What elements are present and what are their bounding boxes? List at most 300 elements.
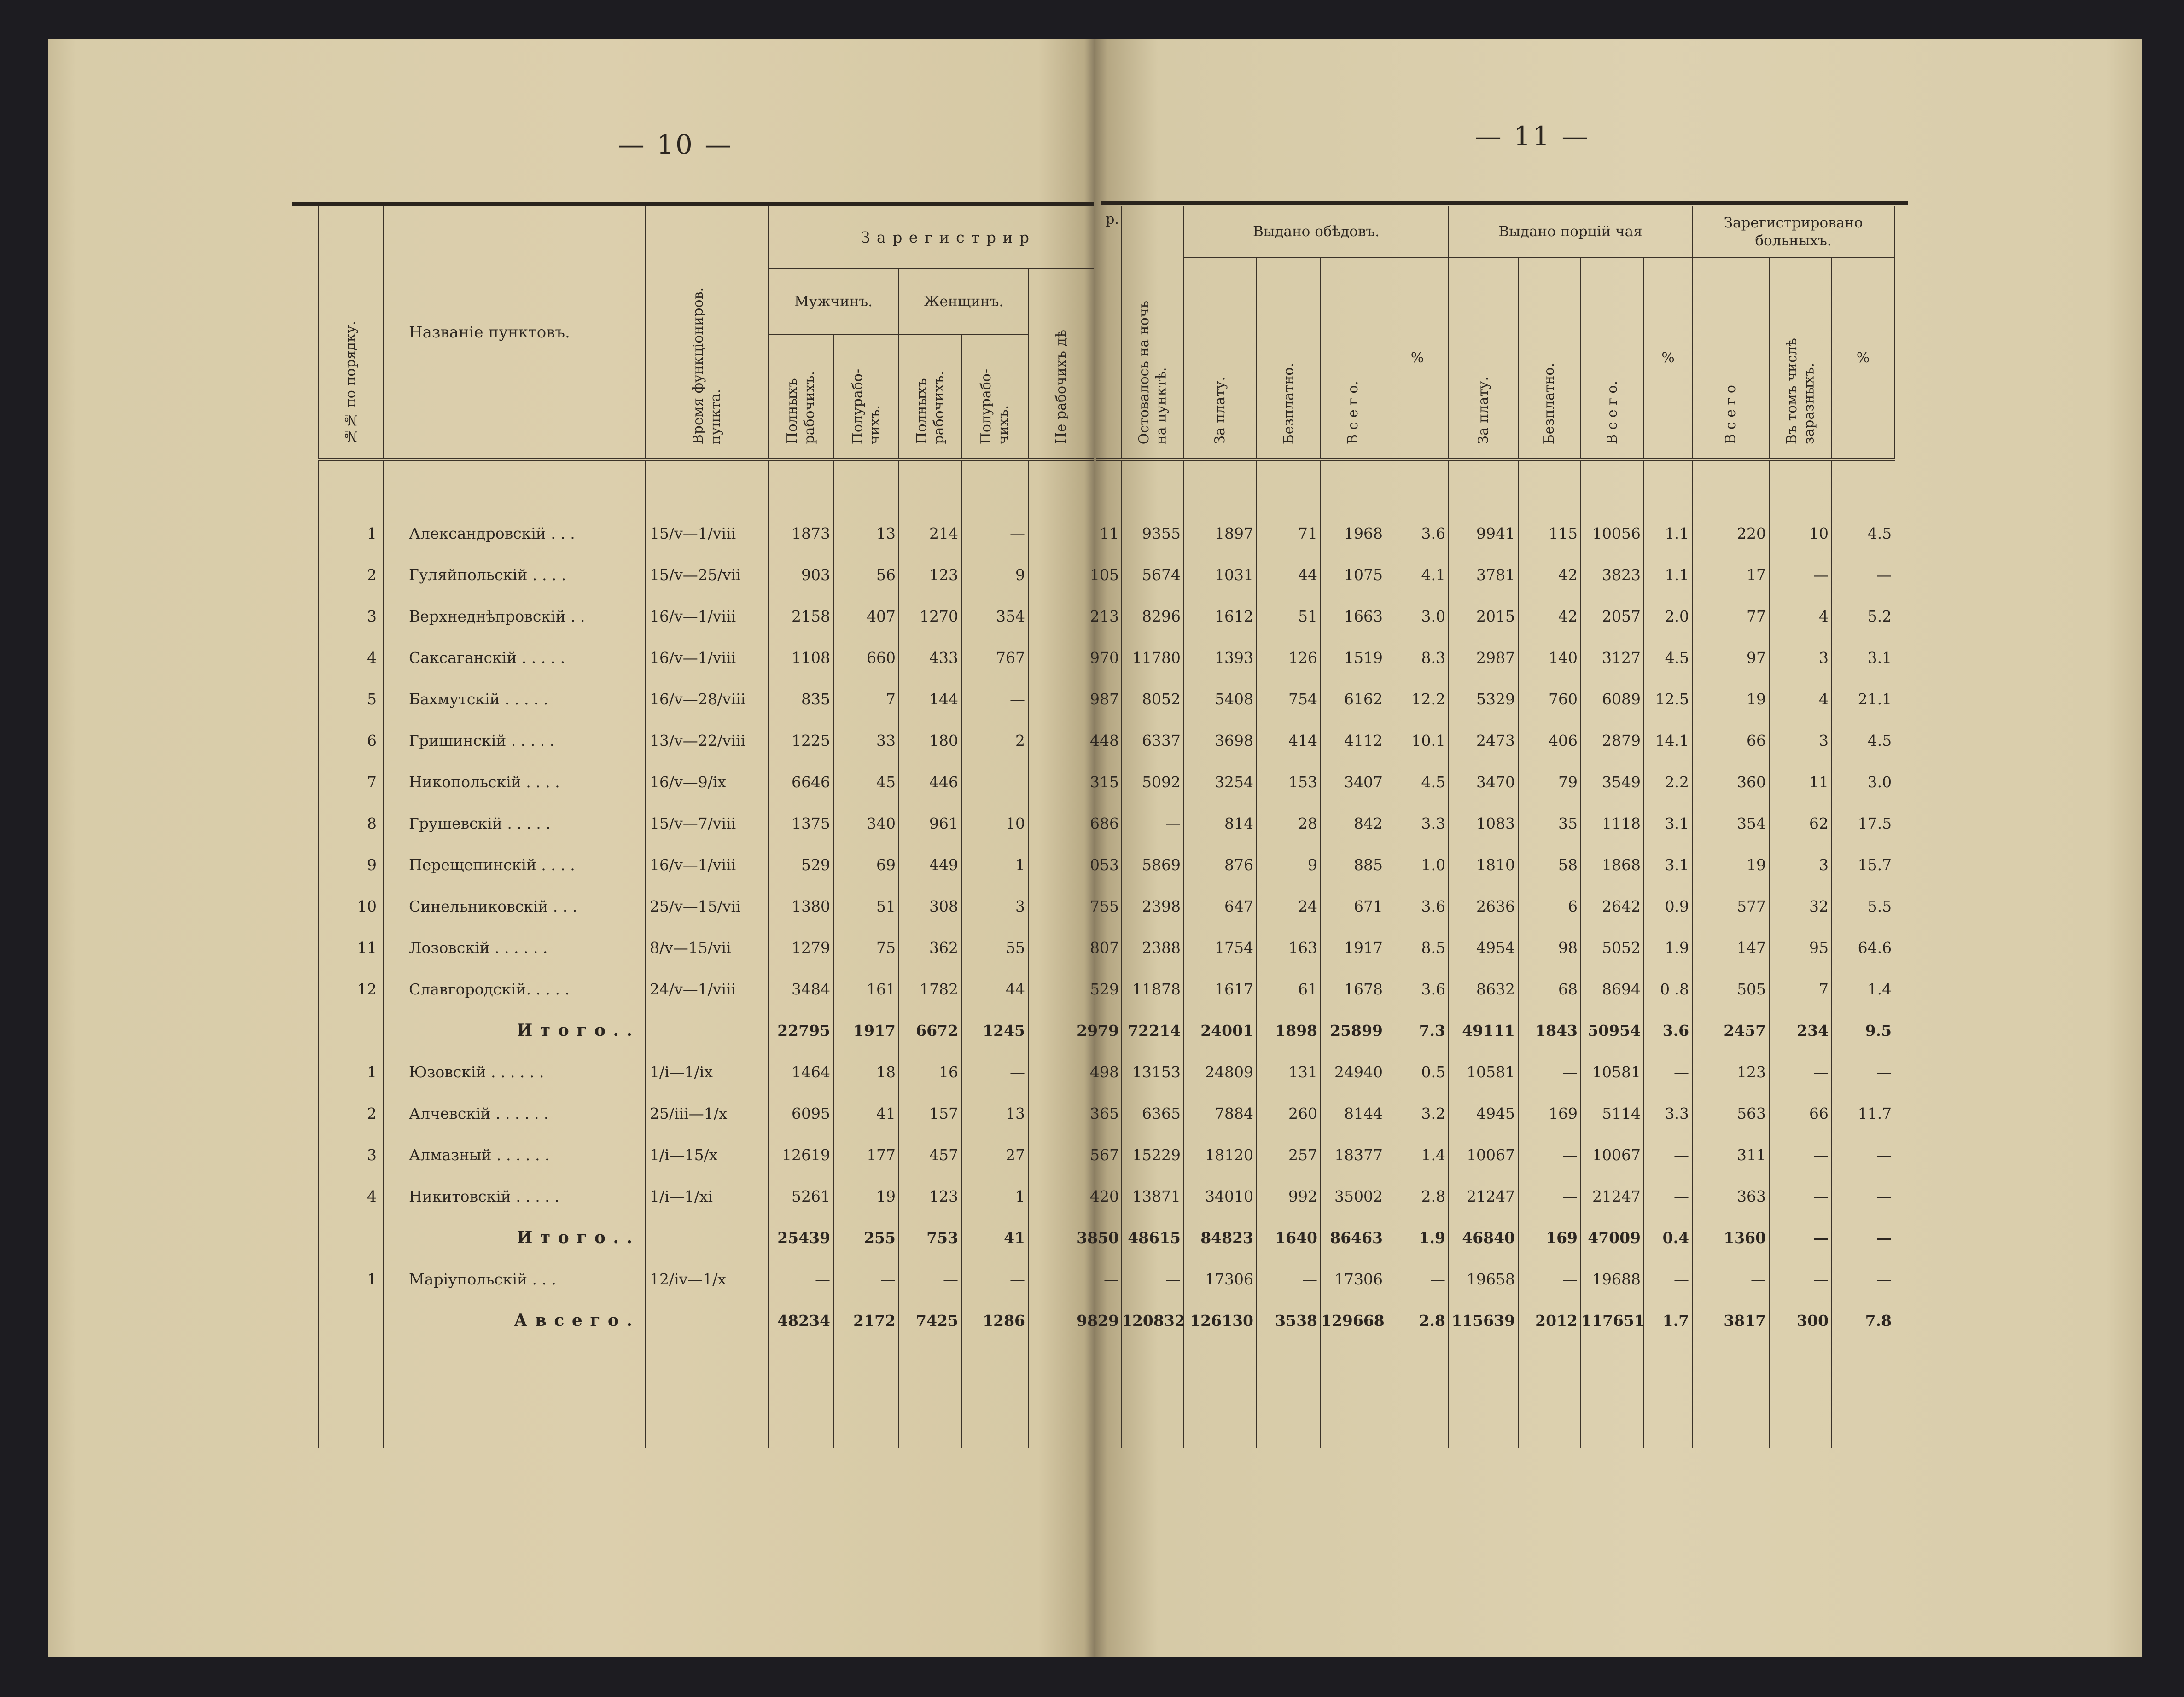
table-row bbox=[318, 761, 1094, 802]
sick-percent: 5.2 bbox=[1832, 595, 1894, 637]
dinners-paid: 5408 bbox=[1184, 678, 1257, 720]
operating-period: 25/v—15/vii bbox=[646, 885, 768, 927]
operating-period: 16/v—1/viii bbox=[646, 595, 768, 637]
women-half-workers: 1245 bbox=[961, 1010, 1028, 1051]
dinners-free: 257 bbox=[1257, 1134, 1321, 1175]
sick-percent: — bbox=[1832, 1175, 1894, 1217]
men-half-workers: 75 bbox=[833, 927, 899, 968]
tea-paid: 4945 bbox=[1449, 1093, 1518, 1134]
stayed-overnight: 13153 bbox=[1121, 1051, 1184, 1093]
sick-total: 123 bbox=[1692, 1051, 1769, 1093]
dinners-percent: 3.3 bbox=[1386, 802, 1449, 844]
tea-percent: 2.2 bbox=[1644, 761, 1692, 802]
spacer-cell bbox=[1096, 459, 1121, 512]
dinners-total: 4112 bbox=[1321, 720, 1386, 761]
tea-total: 47009 bbox=[1581, 1217, 1644, 1258]
tea-percent: 1.9 bbox=[1644, 927, 1692, 968]
table-row bbox=[1096, 512, 1894, 554]
table-row bbox=[1096, 1051, 1894, 1093]
dinners-free: 28 bbox=[1257, 802, 1321, 844]
table-row bbox=[318, 844, 1094, 885]
spacer-row bbox=[1096, 1341, 1894, 1448]
dinners-paid: 1617 bbox=[1184, 968, 1257, 1010]
sick-total: 1360 bbox=[1692, 1217, 1769, 1258]
tea-percent: 3.6 bbox=[1644, 1010, 1692, 1051]
tea-paid: 49111 bbox=[1449, 1010, 1518, 1051]
operating-period bbox=[646, 1300, 768, 1341]
dinners-total: 671 bbox=[1321, 885, 1386, 927]
table-row bbox=[318, 927, 1094, 968]
men-half-workers: 19 bbox=[833, 1175, 899, 1217]
operating-period: 15/v—7/viii bbox=[646, 802, 768, 844]
table-row bbox=[318, 885, 1094, 927]
operating-period: 16/v—9/ix bbox=[646, 761, 768, 802]
tea-free: 35 bbox=[1518, 802, 1581, 844]
header-tea-total-label: В с е г о. bbox=[1604, 380, 1620, 444]
tea-total: 6089 bbox=[1581, 678, 1644, 720]
tea-percent: — bbox=[1644, 1051, 1692, 1093]
sick-total: 505 bbox=[1692, 968, 1769, 1010]
stayed-overnight: — bbox=[1121, 802, 1184, 844]
dinners-paid: 1393 bbox=[1184, 637, 1257, 678]
non-workers-cont: 105 bbox=[1096, 554, 1121, 595]
dinners-free: 1640 bbox=[1257, 1217, 1321, 1258]
dinners-percent: 0.5 bbox=[1386, 1051, 1449, 1093]
header-dinners-total-label: В с е г о. bbox=[1345, 380, 1362, 444]
spacer-cell bbox=[1121, 1341, 1184, 1448]
header-stayed-night-label: Остовалось на ночь на пунктѣ. bbox=[1136, 300, 1169, 444]
tea-total: 2642 bbox=[1581, 885, 1644, 927]
row-number: 11 bbox=[318, 927, 384, 968]
non-workers-cont: 686 bbox=[1096, 802, 1121, 844]
sick-total: 3817 bbox=[1692, 1300, 1769, 1341]
women-full-workers: 6672 bbox=[899, 1010, 961, 1051]
spacer-cell bbox=[1257, 1341, 1321, 1448]
header-men: Мужчинъ. bbox=[768, 269, 899, 334]
right-table-body bbox=[1077, 459, 1894, 1448]
tea-free: 42 bbox=[1518, 554, 1581, 595]
sick-percent: 15.7 bbox=[1832, 844, 1894, 885]
header-dinners-total bbox=[1321, 258, 1386, 459]
women-full-workers: 123 bbox=[899, 1175, 961, 1217]
women-full-workers: 308 bbox=[899, 885, 961, 927]
dinners-free: 1898 bbox=[1257, 1010, 1321, 1051]
stayed-overnight: 6337 bbox=[1121, 720, 1184, 761]
men-full-workers: 6646 bbox=[768, 761, 833, 802]
dinners-free: 61 bbox=[1257, 968, 1321, 1010]
spacer-row bbox=[318, 459, 1094, 512]
header-dinners: Выдано обѣдовъ. bbox=[1184, 206, 1449, 258]
women-full-workers: 433 bbox=[899, 637, 961, 678]
women-full-workers: 157 bbox=[899, 1093, 961, 1134]
non-workers-cont: 448 bbox=[1096, 720, 1121, 761]
dinners-percent: 1.4 bbox=[1386, 1134, 1449, 1175]
operating-period: 8/v—15/vii bbox=[646, 927, 768, 968]
spacer-cell bbox=[384, 1341, 646, 1448]
dinners-free: 51 bbox=[1257, 595, 1321, 637]
dinners-total: 1678 bbox=[1321, 968, 1386, 1010]
header-women-full bbox=[899, 334, 961, 459]
header-men-half-label: Полурабо- чихъ. bbox=[849, 368, 883, 444]
non-workers bbox=[1028, 678, 1094, 720]
stayed-overnight: 8296 bbox=[1121, 595, 1184, 637]
spacer-cell bbox=[1644, 1341, 1692, 1448]
sick-contagious: 3 bbox=[1769, 844, 1832, 885]
tea-total: 2879 bbox=[1581, 720, 1644, 761]
table-row bbox=[318, 1134, 1094, 1175]
men-full-workers: 1279 bbox=[768, 927, 833, 968]
tea-free: 1843 bbox=[1518, 1010, 1581, 1051]
non-workers-cont: 9829 bbox=[1096, 1300, 1121, 1341]
tea-total: 117651 bbox=[1581, 1300, 1644, 1341]
sick-contagious: 11 bbox=[1769, 761, 1832, 802]
operating-period: 16/v—1/viii bbox=[646, 637, 768, 678]
dinners-total: 8144 bbox=[1321, 1093, 1386, 1134]
dinners-paid: 1897 bbox=[1184, 512, 1257, 554]
table-row bbox=[1096, 968, 1894, 1010]
total-label: И т о г о . . bbox=[384, 1217, 646, 1258]
dinners-percent: 3.0 bbox=[1386, 595, 1449, 637]
dinners-total: 17306 bbox=[1321, 1258, 1386, 1300]
header-sick-total bbox=[1692, 258, 1769, 459]
dinners-free: 992 bbox=[1257, 1175, 1321, 1217]
men-half-workers: 41 bbox=[833, 1093, 899, 1134]
spacer-cell bbox=[1184, 459, 1257, 512]
women-half-workers bbox=[961, 761, 1028, 802]
tea-free: — bbox=[1518, 1134, 1581, 1175]
header-tea-paid bbox=[1449, 258, 1518, 459]
table-row bbox=[1096, 1134, 1894, 1175]
sick-total: 66 bbox=[1692, 720, 1769, 761]
sick-contagious: 62 bbox=[1769, 802, 1832, 844]
sick-percent: — bbox=[1832, 1051, 1894, 1093]
spacer-cell bbox=[1581, 459, 1644, 512]
row-number: 4 bbox=[318, 1175, 384, 1217]
header-tea-percent: % bbox=[1644, 258, 1692, 459]
spacer-row bbox=[318, 1341, 1094, 1448]
men-full-workers: 529 bbox=[768, 844, 833, 885]
dinners-total: 885 bbox=[1321, 844, 1386, 885]
men-full-workers: 903 bbox=[768, 554, 833, 595]
spacer-row bbox=[1096, 459, 1894, 512]
left-table bbox=[318, 206, 1094, 1448]
spacer-cell bbox=[318, 459, 384, 512]
dinners-total: 1917 bbox=[1321, 927, 1386, 968]
women-half-workers: 41 bbox=[961, 1217, 1028, 1258]
men-full-workers: 1380 bbox=[768, 885, 833, 927]
tea-percent: — bbox=[1644, 1175, 1692, 1217]
header-period bbox=[646, 206, 768, 459]
men-full-workers: 1225 bbox=[768, 720, 833, 761]
operating-period bbox=[646, 1010, 768, 1051]
dinners-total: 6162 bbox=[1321, 678, 1386, 720]
sick-total: 354 bbox=[1692, 802, 1769, 844]
men-half-workers: 177 bbox=[833, 1134, 899, 1175]
sick-contagious: 300 bbox=[1769, 1300, 1832, 1341]
sick-percent: 11.7 bbox=[1832, 1093, 1894, 1134]
spacer-cell bbox=[1644, 459, 1692, 512]
women-full-workers: — bbox=[899, 1258, 961, 1300]
operating-period: 1/i—15/x bbox=[646, 1134, 768, 1175]
station-name: Никопольскій . . . . bbox=[384, 761, 646, 802]
header-dinners-paid-label: За плату. bbox=[1212, 377, 1229, 444]
right-table bbox=[1077, 206, 1895, 1448]
tea-free: 115 bbox=[1518, 512, 1581, 554]
spacer-cell bbox=[1769, 1341, 1832, 1448]
tea-free: 169 bbox=[1518, 1093, 1581, 1134]
station-name: Саксаганскій . . . . . bbox=[384, 637, 646, 678]
sick-percent: 9.5 bbox=[1832, 1010, 1894, 1051]
row-number: 3 bbox=[318, 595, 384, 637]
table-row bbox=[1096, 844, 1894, 885]
station-name: Гуляйпольскій . . . . bbox=[384, 554, 646, 595]
tea-total: 10581 bbox=[1581, 1051, 1644, 1093]
women-full-workers: 446 bbox=[899, 761, 961, 802]
header-non-workers-label: Не рабочихъ дѣ bbox=[1053, 330, 1070, 444]
sick-contagious: 4 bbox=[1769, 595, 1832, 637]
women-full-workers: 214 bbox=[899, 512, 961, 554]
women-half-workers: 1286 bbox=[961, 1300, 1028, 1341]
sick-total: 2457 bbox=[1692, 1010, 1769, 1051]
dinners-total: 842 bbox=[1321, 802, 1386, 844]
total-label: И т о г о . . bbox=[384, 1010, 646, 1051]
spacer-cell bbox=[833, 1341, 899, 1448]
non-workers-cont: 315 bbox=[1096, 761, 1121, 802]
non-workers-cont: — bbox=[1096, 1258, 1121, 1300]
stayed-overnight: 5092 bbox=[1121, 761, 1184, 802]
spacer-cell bbox=[833, 459, 899, 512]
tea-total: 8694 bbox=[1581, 968, 1644, 1010]
dinners-paid: 647 bbox=[1184, 885, 1257, 927]
women-full-workers: 449 bbox=[899, 844, 961, 885]
dinners-paid: 814 bbox=[1184, 802, 1257, 844]
tea-free: 760 bbox=[1518, 678, 1581, 720]
header-name: Названіе пунктовъ. bbox=[384, 206, 646, 459]
tea-free: 2012 bbox=[1518, 1300, 1581, 1341]
women-half-workers: 1 bbox=[961, 844, 1028, 885]
non-workers bbox=[1028, 512, 1094, 554]
dinners-paid: 84823 bbox=[1184, 1217, 1257, 1258]
station-name: Александровскій . . . bbox=[384, 512, 646, 554]
row-number: 1 bbox=[318, 1258, 384, 1300]
left-table-body bbox=[318, 459, 1094, 1448]
sick-percent: — bbox=[1832, 554, 1894, 595]
non-workers bbox=[1028, 802, 1094, 844]
station-name: Славгородскій. . . . . bbox=[384, 968, 646, 1010]
stayed-overnight: 15229 bbox=[1121, 1134, 1184, 1175]
dinners-percent: 7.3 bbox=[1386, 1010, 1449, 1051]
table-row bbox=[1096, 1258, 1894, 1300]
stayed-overnight: 13871 bbox=[1121, 1175, 1184, 1217]
table-row bbox=[1096, 802, 1894, 844]
header-sick: Зарегистрировано больныхъ. bbox=[1692, 206, 1894, 258]
women-half-workers: — bbox=[961, 678, 1028, 720]
sick-contagious: 3 bbox=[1769, 720, 1832, 761]
table-row bbox=[1096, 637, 1894, 678]
men-full-workers: 6095 bbox=[768, 1093, 833, 1134]
women-full-workers: 144 bbox=[899, 678, 961, 720]
spacer-cell bbox=[1321, 1341, 1386, 1448]
sick-percent: 17.5 bbox=[1832, 802, 1894, 844]
table-row bbox=[1096, 1175, 1894, 1217]
dinners-total: 3407 bbox=[1321, 761, 1386, 802]
header-dinners-free-label: Безплатно. bbox=[1280, 362, 1297, 444]
stayed-overnight: 8052 bbox=[1121, 678, 1184, 720]
station-name: Перещепинскій . . . . bbox=[384, 844, 646, 885]
non-workers-cont: 498 bbox=[1096, 1051, 1121, 1093]
women-full-workers: 457 bbox=[899, 1134, 961, 1175]
dinners-percent: 8.3 bbox=[1386, 637, 1449, 678]
row-number bbox=[318, 1010, 384, 1051]
sick-total: 311 bbox=[1692, 1134, 1769, 1175]
tea-paid: 2987 bbox=[1449, 637, 1518, 678]
women-full-workers: 123 bbox=[899, 554, 961, 595]
men-half-workers: 51 bbox=[833, 885, 899, 927]
operating-period: 15/v—1/viii bbox=[646, 512, 768, 554]
men-full-workers: 3484 bbox=[768, 968, 833, 1010]
women-half-workers: 1 bbox=[961, 1175, 1028, 1217]
spacer-cell bbox=[1449, 1341, 1518, 1448]
table-top-rule-right bbox=[1101, 201, 1908, 205]
dinners-paid: 126130 bbox=[1184, 1300, 1257, 1341]
non-workers-cont: 807 bbox=[1096, 927, 1121, 968]
header-men-half bbox=[833, 334, 899, 459]
dinners-total: 1075 bbox=[1321, 554, 1386, 595]
station-name: Маріупольскій . . . bbox=[384, 1258, 646, 1300]
sick-contagious: — bbox=[1769, 1134, 1832, 1175]
dinners-total: 25899 bbox=[1321, 1010, 1386, 1051]
table-row bbox=[1096, 720, 1894, 761]
station-name: Юзовскій . . . . . . bbox=[384, 1051, 646, 1093]
stayed-overnight: 11780 bbox=[1121, 637, 1184, 678]
tea-percent: — bbox=[1644, 1258, 1692, 1300]
tea-paid: 19658 bbox=[1449, 1258, 1518, 1300]
dinners-total: 18377 bbox=[1321, 1134, 1386, 1175]
sick-contagious: 3 bbox=[1769, 637, 1832, 678]
station-name: Гришинскій . . . . . bbox=[384, 720, 646, 761]
header-tea-free-label: Безплатно. bbox=[1541, 362, 1558, 444]
table-row bbox=[318, 802, 1094, 844]
header-index-label: №№ по порядку. bbox=[343, 321, 359, 444]
spacer-cell bbox=[768, 459, 833, 512]
men-full-workers: 835 bbox=[768, 678, 833, 720]
sick-contagious: — bbox=[1769, 554, 1832, 595]
dinners-percent: 1.0 bbox=[1386, 844, 1449, 885]
tea-total: 19688 bbox=[1581, 1258, 1644, 1300]
header-tea-free bbox=[1518, 258, 1581, 459]
men-half-workers: 1917 bbox=[833, 1010, 899, 1051]
dinners-free: — bbox=[1257, 1258, 1321, 1300]
sick-total: 360 bbox=[1692, 761, 1769, 802]
spacer-cell bbox=[1028, 459, 1094, 512]
tea-free: — bbox=[1518, 1051, 1581, 1093]
dinners-percent: 3.6 bbox=[1386, 512, 1449, 554]
header-tea-paid-label: За плату. bbox=[1475, 377, 1491, 444]
spacer-cell bbox=[1386, 459, 1449, 512]
dinners-percent: 1.9 bbox=[1386, 1217, 1449, 1258]
dinners-paid: 1612 bbox=[1184, 595, 1257, 637]
table-row bbox=[318, 720, 1094, 761]
women-half-workers: — bbox=[961, 512, 1028, 554]
station-name: Верхнеднѣпровскій . . bbox=[384, 595, 646, 637]
spacer-cell bbox=[1184, 1341, 1257, 1448]
dinners-paid: 18120 bbox=[1184, 1134, 1257, 1175]
station-name: Лозовскій . . . . . . bbox=[384, 927, 646, 968]
women-full-workers: 1270 bbox=[899, 595, 961, 637]
spacer-cell bbox=[1449, 459, 1518, 512]
men-full-workers: 1464 bbox=[768, 1051, 833, 1093]
header-women-half bbox=[961, 334, 1028, 459]
non-workers bbox=[1028, 1258, 1094, 1300]
dinners-total: 24940 bbox=[1321, 1051, 1386, 1093]
spacer-cell bbox=[646, 459, 768, 512]
header-sick-total-label: В с е г о bbox=[1722, 385, 1739, 444]
dinners-total: 1519 bbox=[1321, 637, 1386, 678]
spacer-cell bbox=[1518, 459, 1581, 512]
tea-free: 68 bbox=[1518, 968, 1581, 1010]
dinners-percent: 3.6 bbox=[1386, 968, 1449, 1010]
row-number: 1 bbox=[318, 1051, 384, 1093]
men-full-workers: 48234 bbox=[768, 1300, 833, 1341]
men-half-workers: 407 bbox=[833, 595, 899, 637]
tea-free: — bbox=[1518, 1258, 1581, 1300]
sick-percent: — bbox=[1832, 1217, 1894, 1258]
spacer-cell bbox=[1321, 459, 1386, 512]
non-workers bbox=[1028, 554, 1094, 595]
header-sick-contagious bbox=[1769, 258, 1832, 459]
men-half-workers: 45 bbox=[833, 761, 899, 802]
operating-period bbox=[646, 1217, 768, 1258]
row-number: 3 bbox=[318, 1134, 384, 1175]
non-workers bbox=[1028, 1175, 1094, 1217]
dinners-free: 131 bbox=[1257, 1051, 1321, 1093]
stayed-overnight: — bbox=[1121, 1258, 1184, 1300]
men-half-workers: 161 bbox=[833, 968, 899, 1010]
tea-percent: 1.7 bbox=[1644, 1300, 1692, 1341]
non-workers-cont: 213 bbox=[1096, 595, 1121, 637]
tea-percent: 0 .8 bbox=[1644, 968, 1692, 1010]
operating-period: 12/iv—1/x bbox=[646, 1258, 768, 1300]
row-number: 9 bbox=[318, 844, 384, 885]
tea-paid: 3781 bbox=[1449, 554, 1518, 595]
operating-period: 24/v—1/viii bbox=[646, 968, 768, 1010]
tea-paid: 1083 bbox=[1449, 802, 1518, 844]
women-half-workers: — bbox=[961, 1258, 1028, 1300]
spacer-cell bbox=[1581, 1341, 1644, 1448]
non-workers bbox=[1028, 844, 1094, 885]
non-workers bbox=[1028, 1134, 1094, 1175]
women-half-workers: 44 bbox=[961, 968, 1028, 1010]
operating-period: 15/v—25/vii bbox=[646, 554, 768, 595]
dinners-paid: 17306 bbox=[1184, 1258, 1257, 1300]
sick-percent: 5.5 bbox=[1832, 885, 1894, 927]
header-women: Женщинъ. bbox=[899, 269, 1028, 334]
stayed-overnight: 5869 bbox=[1121, 844, 1184, 885]
spacer-cell bbox=[318, 1341, 384, 1448]
non-workers-cont: 053 bbox=[1096, 844, 1121, 885]
stayed-overnight: 11878 bbox=[1121, 968, 1184, 1010]
tea-paid: 2015 bbox=[1449, 595, 1518, 637]
header-non-workers-cont: р. bbox=[1096, 206, 1121, 459]
women-full-workers: 362 bbox=[899, 927, 961, 968]
spacer-cell bbox=[1769, 459, 1832, 512]
total-row bbox=[1096, 1010, 1894, 1051]
row-number bbox=[318, 1300, 384, 1341]
tea-paid: 3470 bbox=[1449, 761, 1518, 802]
total-row bbox=[1096, 1300, 1894, 1341]
sick-percent: 4.5 bbox=[1832, 720, 1894, 761]
table-row bbox=[1096, 761, 1894, 802]
